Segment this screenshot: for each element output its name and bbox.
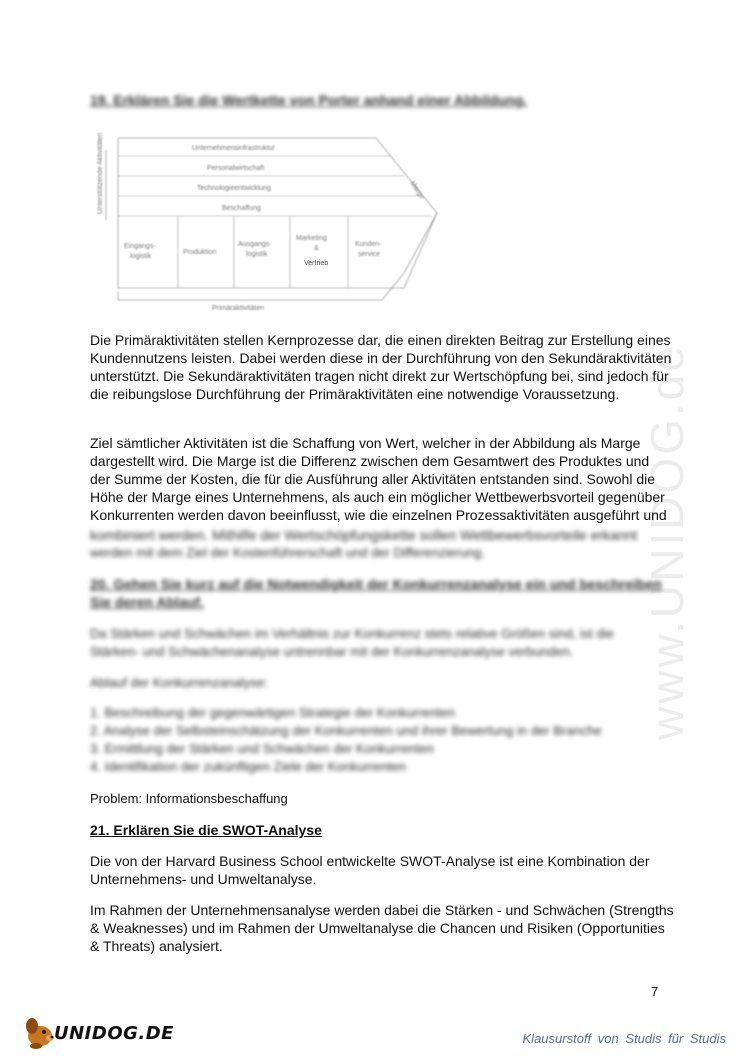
support-activity-1: Unternehmensinfrastruktur — [192, 145, 275, 152]
q21-heading: 21. Erklären Sie die SWOT-Analyse — [90, 822, 322, 838]
q19-paragraph-1: Die Primäraktivitäten stellen Kernprozesse dar, die einen direkten Beitrag zur Erstellung eines Kundennutzens leisten. Dabei werden diese in der Durchführung von den Sekundäraktivitäten unterstützt. Die Sekundäraktivitäten tragen nicht direkt zur Wertschöpfung bei, sind jedoch für die reibungslose Durchführung der Primäraktivitäten eine notwendige Voraussetzung. — [90, 332, 672, 402]
q20-list-item-1: 1. Beschreibung der gegenwärtigen Strategie der Konkurrenten — [90, 705, 455, 720]
q20-heading-line-2: Sie deren Ablauf. — [90, 594, 204, 610]
q19-para2-line-3: der Summe der Kosten, die für die Ausführung aller Aktivitäten entstanden sind. Sowohl die — [90, 471, 656, 487]
support-activity-2: Personalwirtschaft — [207, 165, 265, 172]
primary-activity-5b: service — [358, 251, 381, 258]
primary-activity-1a: Eingangs- — [124, 243, 156, 250]
footer-tagline: Klausurstoff von Studis für Studis — [522, 1031, 726, 1046]
margin-label: Marge — [408, 180, 426, 201]
q19-para2-line-5: Konkurrenten werden davon beeinflusst, wie die einzelnen Prozessaktivitäten ausgeführt und — [90, 507, 667, 523]
primary-activity-5a: Kunden- — [355, 241, 382, 248]
primary-activity-3b: logistik — [246, 251, 268, 258]
primary-activities-label: Primäraktivitäten — [212, 305, 265, 312]
q20-list-item-4: 4. Identifikation der zukünftigen Ziele der Konkurrenten — [90, 759, 406, 774]
q20-list-item-3: 3. Ermittlung der Stärken und Schwächen der Konkurrenten — [90, 741, 434, 756]
support-activity-3: Technologieentwicklung — [197, 185, 271, 192]
primary-activity-4b: & — [314, 245, 319, 252]
page-number: 7 — [651, 984, 659, 999]
support-activity-4: Beschaffung — [222, 205, 261, 212]
q21-paragraph-2: Im Rahmen der Unternehmensanalyse werden dabei die Stärken - und Schwächen (Strengths & Weaknesses) und im Rahmen der Umweltanalyse die Chancen und Risiken (Opportunities & Threats) analysiert. — [90, 902, 674, 954]
q19-para2-line-6: kombiniert werden. Mithilfe der Wertschöpfungskette sollen Wettbewerbsvorteile erkannt — [90, 527, 638, 543]
q19-heading: 19. Erklären Sie die Wertkette von Porter anhand einer Abbildung. — [90, 92, 528, 108]
q20-problem: Problem: Informationsbeschaffung — [90, 791, 288, 806]
primary-activity-4a: Marketing — [296, 235, 327, 242]
q19-para2-line-7: werden mit dem Ziel der Kostenführerschaft und der Differenzierung. — [90, 545, 486, 560]
q21-paragraph-1: Die von der Harvard Business School entwickelte SWOT-Analyse ist eine Kombination der Unternehmens- und Umweltanalyse. — [90, 853, 650, 887]
q19-para2-line-2: dargestellt wird. Die Marge ist die Differenz zwischen dem Gesamtwert des Produktes und — [90, 453, 650, 469]
primary-activity-2a: Produktion — [183, 249, 217, 256]
q20-heading-line-1: 20. Gehen Sie kurz auf die Notwendigkeit der Konkurrenzanalyse ein und beschreiben — [90, 576, 662, 592]
value-chain-diagram — [92, 128, 452, 318]
q20-list-item-2: 2. Analyse der Selbsteinschätzung der Konkurrenten und ihrer Bewertung in der Branche — [90, 723, 602, 738]
q20-list-title: Ablauf der Konkurrenzanalyse: — [90, 675, 268, 690]
vertrieb-label: Vertrieb — [304, 260, 329, 267]
watermark: www.UNIDOG.de — [641, 343, 693, 740]
q19-para2-line-1: Ziel sämtlicher Aktivitäten ist die Schaffung von Wert, welcher in der Abbildung als Marge — [90, 435, 641, 451]
primary-activity-1b: logistik — [130, 253, 152, 260]
support-side-label: Unterstützende Aktivitäten — [97, 132, 104, 214]
q19-para2-line-4: Höhe der Marge eines Unternehmens, als auch ein möglicher Wettbewerbsvorteil gegenüber — [90, 489, 665, 505]
logo-text: UNIDOG.DE — [54, 1023, 174, 1044]
q20-intro-line-2: Stärken- und Schwächenanalyse untrennbar mit der Konkurrenzanalyse verbunden. — [90, 644, 574, 659]
primary-activity-3a: Ausgangs- — [238, 241, 272, 248]
q20-intro-line-1: Da Stärken und Schwächen im Verhältnis zur Konkurrenz stets relative Größen sind, ist die — [90, 626, 614, 641]
